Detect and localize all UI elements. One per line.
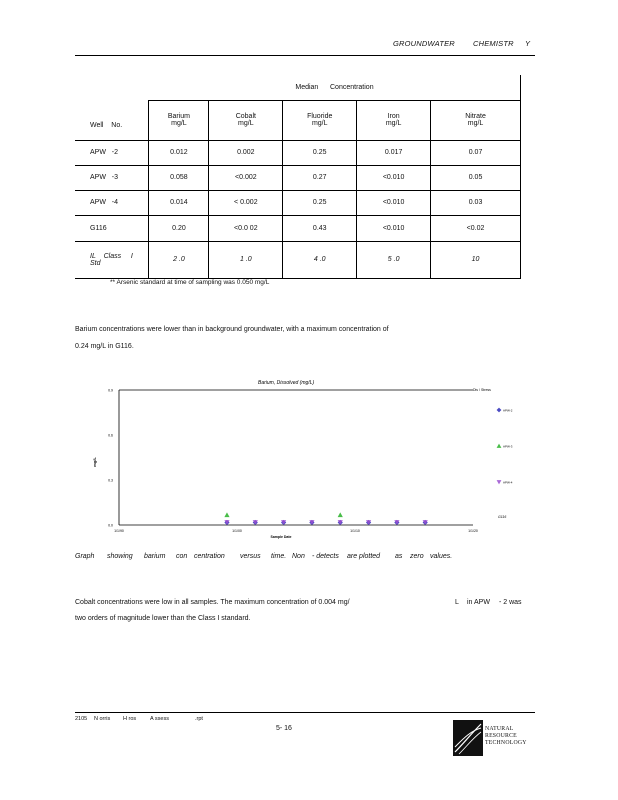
paragraph-line: Barium concentrations were lower than in background groundwater, with a maximum concentration of xyxy=(75,326,389,333)
paragraph-line: Cobalt concentrations were low in all samples. The maximum concentration of 0.004 mg/ xyxy=(75,599,350,606)
table-row xyxy=(75,140,521,165)
caption-word: as xyxy=(395,553,403,560)
table-cell: <0.0 02 xyxy=(209,215,283,241)
footer-rule xyxy=(75,712,535,713)
column-header-cobalt xyxy=(209,100,283,140)
table-row xyxy=(75,215,521,241)
caption-word: showing xyxy=(107,553,133,560)
table-cell: <0.010 xyxy=(357,190,431,215)
legend-marker-apw-4 xyxy=(497,480,502,484)
paragraph-fragment: in APW xyxy=(467,599,490,606)
table-cell: 0.43 xyxy=(283,215,357,241)
paragraph-line: 0.24 mg/L in G116. xyxy=(75,343,134,350)
standard-row xyxy=(75,241,521,278)
table-cell: 0.017 xyxy=(357,140,431,165)
paragraph-fragment: - 2 was xyxy=(499,599,522,606)
company-logo xyxy=(453,720,535,756)
y-tick-label: 0.9 xyxy=(108,388,113,393)
group-header-word: Median xyxy=(295,83,319,91)
column-header-fluoride xyxy=(283,100,357,140)
header-word: GROUNDWATER xyxy=(393,39,455,48)
column-name: Fluoride xyxy=(307,113,333,120)
table-footnote: ** Arsenic standard at time of sampling was 0.050 mg/L xyxy=(110,279,270,286)
median-concentration-header xyxy=(149,75,521,100)
table-cell: 0.20 xyxy=(149,215,209,241)
column-unit: mg/L xyxy=(238,120,254,127)
column-name: Nitrate xyxy=(465,113,486,120)
column-unit: mg/L xyxy=(171,120,187,127)
well-id: APW xyxy=(90,174,106,181)
well-cell xyxy=(75,215,149,241)
y-axis-ticks xyxy=(108,389,113,528)
well-cell xyxy=(75,140,149,165)
caption-word: barium xyxy=(144,553,166,560)
well-cell xyxy=(75,190,149,215)
caption-word: Non xyxy=(292,553,305,560)
y-tick-label: 0.0 xyxy=(108,523,113,528)
chart-corner-label: Dis / Stress xyxy=(473,388,491,392)
y-tick-label: 0.6 xyxy=(108,433,113,438)
column-name: Barium xyxy=(167,113,191,120)
footer-word: H ros xyxy=(123,716,137,722)
x-axis-ticks xyxy=(114,529,478,533)
well-header xyxy=(75,100,149,140)
page-number: 5- 16 xyxy=(276,725,292,732)
table-cell: 10 xyxy=(431,241,521,278)
caption-word: con xyxy=(176,553,188,560)
table-cell: 0.25 xyxy=(283,190,357,215)
column-header-barium xyxy=(149,100,209,140)
std-label-word: Std xyxy=(90,259,101,267)
table-cell: 0.058 xyxy=(149,165,209,190)
caption-word: time. xyxy=(271,553,287,560)
table-cell: 0.012 xyxy=(149,140,209,165)
table-cell: 0.25 xyxy=(283,140,357,165)
legend-label-apw-3: APW-3 xyxy=(503,444,513,449)
std-label-word: IL xyxy=(90,252,96,260)
well-header-word: No. xyxy=(111,122,123,130)
median-concentration-table xyxy=(75,75,521,279)
x-axis-label: Sample Date xyxy=(270,535,292,539)
caption-word: zero xyxy=(410,553,424,560)
group-header-word: Concentration xyxy=(330,83,374,91)
caption-word: values. xyxy=(430,553,453,560)
column-name: Iron xyxy=(387,113,400,120)
table-row xyxy=(75,190,521,215)
caption-word: centration xyxy=(194,553,225,560)
well-id: APW xyxy=(90,149,106,156)
x-tick-label: 1/1/10 xyxy=(350,529,360,533)
table-cell: 4 .0 xyxy=(283,241,357,278)
column-header-iron xyxy=(357,100,431,140)
x-tick-label: 1/1/00 xyxy=(232,529,242,533)
legend-marker-apw-2 xyxy=(497,408,502,413)
legend-label-apw-2: APW-2 xyxy=(503,408,513,413)
table-cell: 0.03 xyxy=(431,190,521,215)
barium-chart xyxy=(75,372,535,540)
table-cell: 2 .0 xyxy=(149,241,209,278)
column-unit: mg/L xyxy=(467,120,484,127)
y-tick-label: 0.3 xyxy=(108,478,113,483)
column-header-nitrate xyxy=(431,100,521,140)
well-suffix: -2 xyxy=(111,149,119,156)
std-label-word: I xyxy=(130,252,133,260)
header-word: Y xyxy=(525,39,531,48)
well-cell xyxy=(75,165,149,190)
table-cell: 0.27 xyxy=(283,165,357,190)
table-cell: 0.07 xyxy=(431,140,521,165)
chart-title: Barium, Dissolved (mg/L) xyxy=(258,380,315,386)
footer-word: A ssess xyxy=(150,716,169,722)
well-id: APW xyxy=(90,199,106,206)
column-unit: mg/L xyxy=(385,120,402,127)
table-cell: 5 .0 xyxy=(357,241,431,278)
y-axis-label: mg/L xyxy=(92,457,97,467)
footer-word: .rpt xyxy=(195,716,203,722)
caption-word: Graph xyxy=(75,553,95,560)
caption-word: versus xyxy=(240,553,261,560)
x-tick-label: 1/1/90 xyxy=(114,529,124,533)
legend-label-g116: G116 xyxy=(498,515,507,519)
paragraph-line: two orders of magnitude lower than the Class I standard. xyxy=(75,615,251,622)
logo-line: TECHNOLOGY xyxy=(485,740,527,746)
legend xyxy=(497,408,513,519)
table-cell: <0.010 xyxy=(357,215,431,241)
table-cell: < 0.002 xyxy=(209,190,283,215)
header-rule xyxy=(75,55,535,56)
table-cell: 0.002 xyxy=(209,140,283,165)
legend-label-apw-4: APW-4 xyxy=(503,480,513,485)
table-cell: 0.014 xyxy=(149,190,209,215)
well-suffix: -4 xyxy=(111,199,119,206)
well-id: G116 xyxy=(90,224,107,232)
logo-line: RESOURCE xyxy=(485,733,517,739)
table-cell: 0.05 xyxy=(431,165,521,190)
footer-word: N orris xyxy=(94,716,111,722)
logo-mark-icon xyxy=(453,720,483,756)
data-points xyxy=(224,512,427,525)
table-cell: <0.002 xyxy=(209,165,283,190)
table-cell: 1 .0 xyxy=(209,241,283,278)
well-header-word: Well xyxy=(90,122,104,130)
data-point-apw-3 xyxy=(338,512,343,517)
caption-word: - detects xyxy=(312,553,339,560)
x-tick-label: 1/1/20 xyxy=(468,529,478,533)
table-row xyxy=(75,165,521,190)
table-cell: <0.02 xyxy=(431,215,521,241)
column-unit: mg/L xyxy=(311,120,328,127)
caption-word: are plotted xyxy=(347,553,381,560)
standard-label xyxy=(75,241,149,278)
footer-word: 2105 xyxy=(75,716,88,722)
header-word: CHEMISTR xyxy=(473,39,514,48)
table-cell: <0.010 xyxy=(357,165,431,190)
column-name: Cobalt xyxy=(235,113,256,120)
legend-marker-apw-3 xyxy=(497,444,502,448)
std-label-word: Class xyxy=(103,252,122,260)
paragraph-fragment: L xyxy=(455,599,459,606)
data-point-apw-3 xyxy=(224,512,229,517)
logo-line: NATURAL xyxy=(485,726,514,732)
well-suffix: -3 xyxy=(111,174,119,181)
